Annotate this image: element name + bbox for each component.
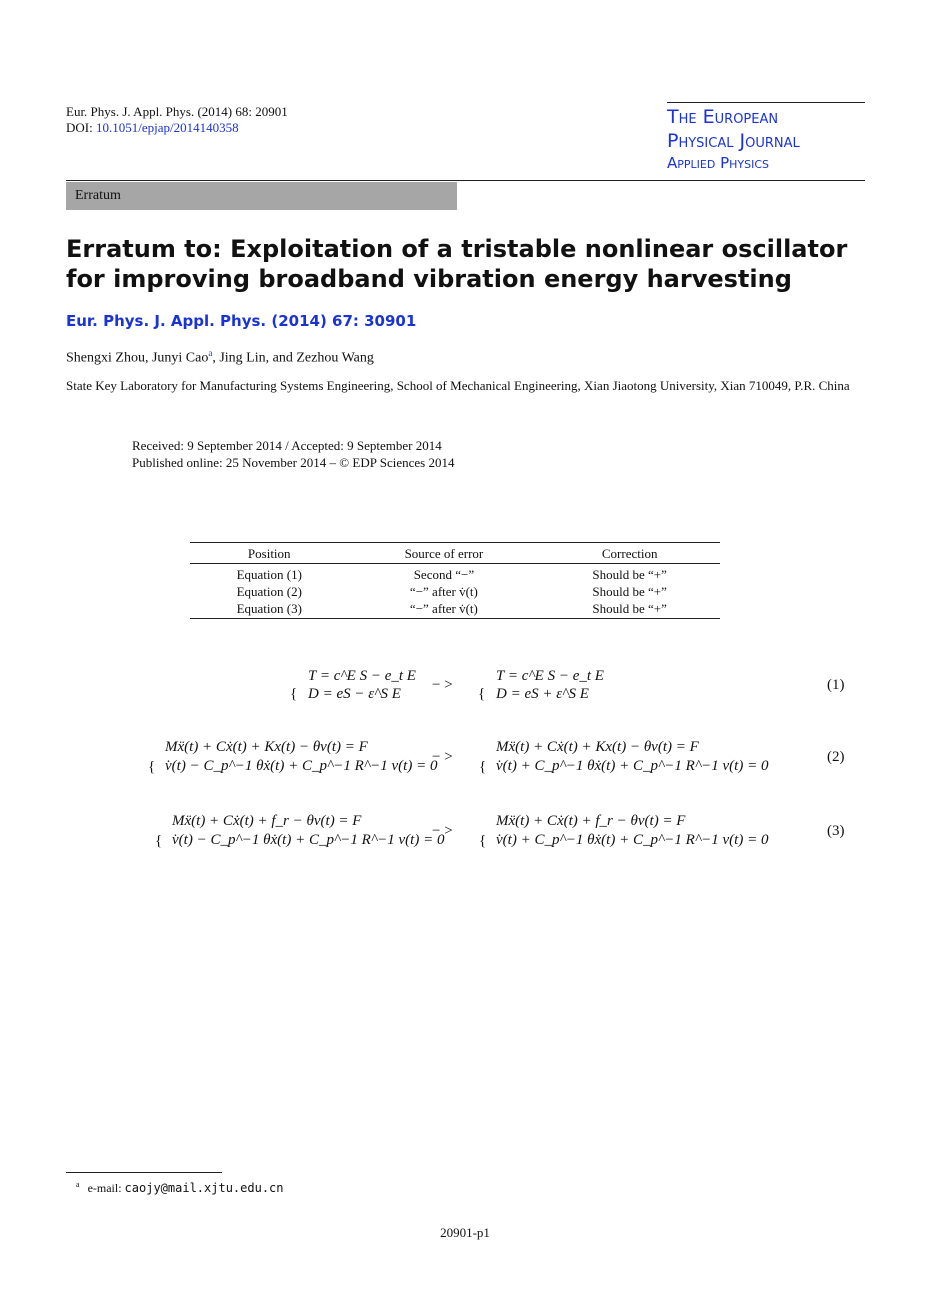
footnote-label: e-mail:	[87, 1181, 122, 1195]
table-cell: Should be “+”	[592, 601, 667, 616]
eq1-right-line1: T = c^E S − e_t E	[496, 668, 604, 684]
left-brace: {	[479, 759, 487, 775]
doi-label: DOI:	[66, 120, 93, 135]
left-brace: {	[290, 686, 298, 702]
title-line-2: for improving broadband vibration energy harvesting	[66, 265, 792, 293]
left-brace: {	[478, 686, 486, 702]
article-type-bar: Erratum	[66, 182, 457, 210]
table-row	[190, 564, 720, 584]
table-row	[190, 600, 720, 619]
eq3-right-line2: v̇(t) + C_p^−1 θẋ(t) + C_p^−1 R^−1 v(t) = 0	[496, 832, 769, 848]
equation-3	[0, 807, 930, 857]
eq3-left-line1: Mẍ(t) + Cẋ(t) + f_r − θv(t) = F	[172, 813, 362, 829]
header-divider	[66, 180, 865, 181]
table-cell: Should be “+”	[592, 567, 667, 582]
table-header-cell: Position	[247, 546, 291, 561]
eq2-right-line2: v̇(t) + C_p^−1 θẋ(t) + C_p^−1 R^−1 v(t) = 0	[496, 758, 769, 774]
citation-block	[66, 104, 288, 136]
table-cell: Equation (3)	[236, 601, 302, 616]
equation-number: (1)	[827, 677, 845, 693]
author-footnote-mark[interactable]: a	[208, 348, 213, 358]
table-row	[190, 583, 720, 600]
article-title	[66, 234, 866, 294]
table-cell: Equation (2)	[236, 584, 302, 599]
left-brace: {	[479, 833, 487, 849]
authors-after-mark: , Jing Lin, and Zezhou Wang	[212, 350, 374, 366]
page-number: 20901-p1	[440, 1225, 490, 1240]
table-header-cell: Correction	[601, 546, 658, 561]
journal-rule-top	[667, 102, 865, 103]
left-brace: {	[155, 833, 163, 849]
eq1-right-line2: D = eS + ε^S E	[496, 686, 589, 702]
footnote-mark: a	[76, 1180, 80, 1189]
footnote-email[interactable]: caojy@mail.xjtu.edu.cn	[124, 1181, 284, 1195]
equation-number: (2)	[827, 749, 845, 765]
doi-line	[66, 120, 288, 136]
journal-name-line1: The European	[667, 106, 779, 128]
erratum-table	[190, 542, 720, 619]
affiliation: State Key Laboratory for Manufacturing Systems Engineering, School of Mechanical Engineering, Xian Jiaotong University, Xian 710049, P.R. China	[66, 378, 850, 393]
footnote-divider	[66, 1172, 222, 1173]
correction-arrow: − >	[432, 823, 453, 839]
publication-dates	[132, 437, 454, 471]
equation-number: (3)	[827, 823, 845, 839]
eq1-left-line2: D = eS − ε^S E	[308, 686, 401, 702]
correction-arrow: − >	[432, 677, 453, 693]
received-accepted: Received: 9 September 2014 / Accepted: 9 September 2014	[132, 438, 442, 453]
authors-before-mark: Shengxi Zhou, Junyi Cao	[66, 350, 209, 366]
equation-2	[0, 733, 930, 783]
original-article-citation[interactable]: Eur. Phys. J. Appl. Phys. (2014) 67: 30901	[66, 312, 417, 330]
citation-line: Eur. Phys. J. Appl. Phys. (2014) 68: 20901	[66, 104, 288, 119]
eq3-left-line2: v̇(t) − C_p^−1 θẋ(t) + C_p^−1 R^−1 v(t) = 0	[172, 832, 445, 848]
equation-1	[0, 660, 930, 710]
journal-logo	[667, 102, 865, 173]
eq2-right-line1: Mẍ(t) + Cẋ(t) + Kx(t) − θv(t) = F	[496, 739, 699, 755]
author-list	[66, 348, 374, 367]
journal-name-line2: Physical Journal	[667, 130, 800, 152]
journal-name-line3: Applied Physics	[667, 154, 770, 172]
table-cell: Equation (1)	[236, 567, 302, 582]
table-header-row	[190, 543, 720, 564]
table-cell: “−” after v̇(t)	[409, 584, 478, 599]
eq1-left-line1: T = c^E S − e_t E	[308, 668, 416, 684]
table-cell: “−” after v̇(t)	[409, 601, 478, 616]
title-line-1: Erratum to: Exploitation of a tristable nonlinear oscillator	[66, 235, 848, 263]
doi-link[interactable]: 10.1051/epjap/2014140358	[95, 120, 239, 135]
table-cell: Should be “+”	[592, 584, 667, 599]
correction-arrow: − >	[432, 749, 453, 765]
eq2-left-line2: v̇(t) − C_p^−1 θẋ(t) + C_p^−1 R^−1 v(t) = 0	[165, 758, 438, 774]
eq3-right-line1: Mẍ(t) + Cẋ(t) + f_r − θv(t) = F	[496, 813, 686, 829]
table-header-cell: Source of error	[404, 546, 484, 561]
left-brace: {	[148, 759, 156, 775]
eq2-left-line1: Mẍ(t) + Cẋ(t) + Kx(t) − θv(t) = F	[165, 739, 368, 755]
table-cell: Second “−”	[413, 567, 475, 582]
published-online: Published online: 25 November 2014 – © EDP Sciences 2014	[132, 455, 455, 470]
footnote	[76, 1180, 284, 1196]
